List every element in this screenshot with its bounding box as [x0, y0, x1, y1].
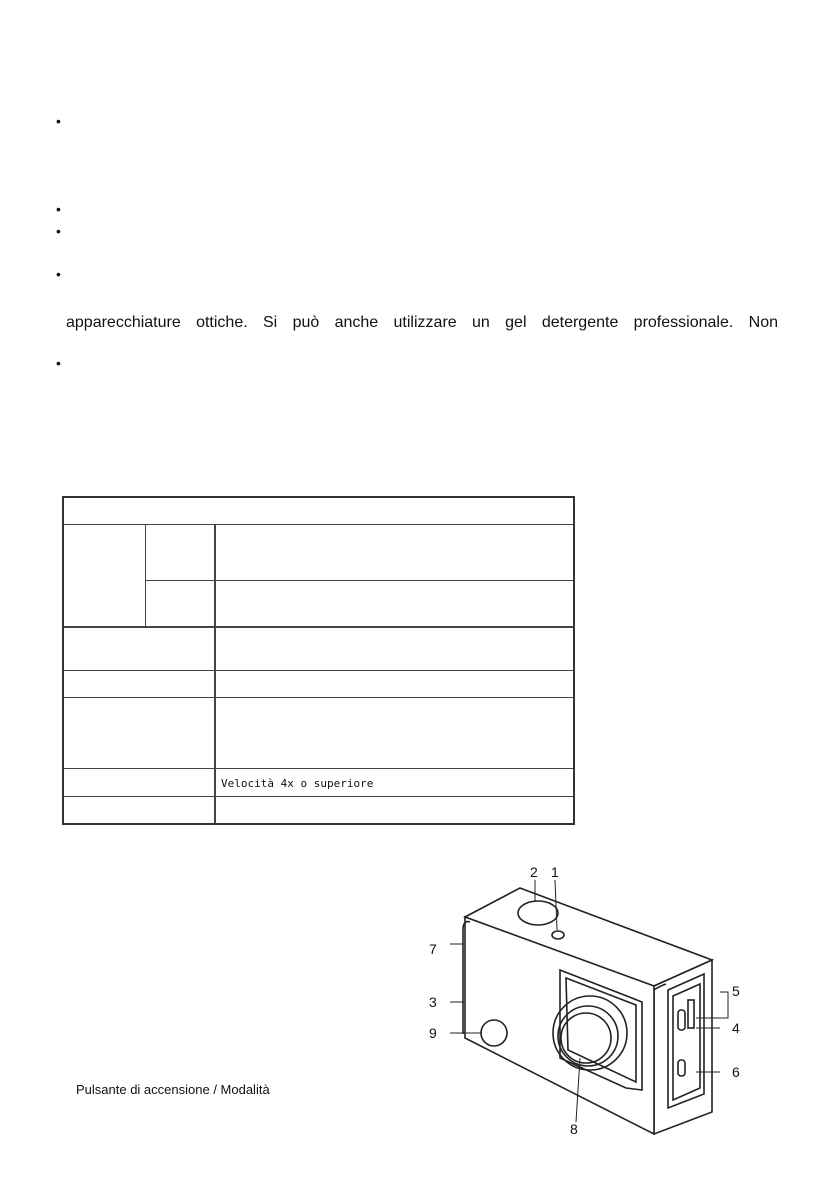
label-7: 7 [429, 941, 437, 957]
action-camera-illustration [420, 862, 760, 1142]
table-rule [64, 626, 573, 628]
table-rule [145, 524, 146, 626]
bullet-2 [57, 210, 63, 216]
body-text-line: apparecchiature ottiche. Si può anche utilizzare un gel detergente professionale. Non [66, 314, 778, 331]
label-9: 9 [429, 1025, 437, 1041]
label-8: 8 [570, 1121, 578, 1137]
bullet-3 [57, 232, 63, 238]
table-rule [64, 796, 573, 797]
bullet-1 [57, 122, 63, 128]
table-rule [145, 580, 573, 581]
bullet-4 [57, 275, 63, 281]
bullet-5 [57, 364, 63, 370]
table-rule [214, 524, 216, 823]
table-rule [64, 697, 573, 698]
table-rule [64, 670, 573, 671]
figure-caption: Pulsante di accensione / Modalità [76, 1082, 270, 1097]
label-2: 2 [530, 864, 538, 880]
label-4: 4 [732, 1020, 740, 1036]
label-1: 1 [551, 864, 559, 880]
label-6: 6 [732, 1064, 740, 1080]
label-5: 5 [732, 983, 740, 999]
label-3: 3 [429, 994, 437, 1010]
speed-value-cell: Velocità 4x o superiore [221, 777, 374, 790]
table-rule [64, 524, 573, 525]
spec-table [62, 496, 575, 825]
table-rule [64, 768, 573, 769]
